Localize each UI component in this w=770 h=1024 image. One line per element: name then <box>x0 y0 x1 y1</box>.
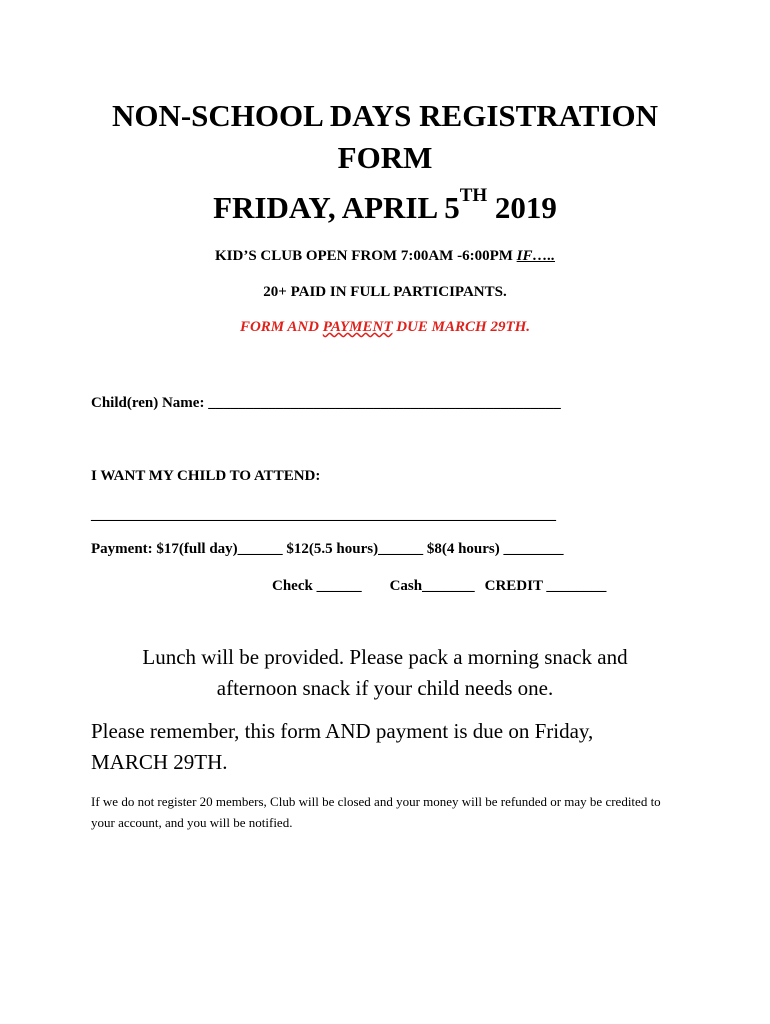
payment-reminder: Please remember, this form AND payment is due on Friday, MARCH 29TH. <box>91 719 594 774</box>
event-date-main: FRIDAY, APRIL 5 <box>213 190 460 225</box>
attend-field[interactable]: ______________________________________________________________ <box>91 507 556 523</box>
lunch-notice-line2: afternoon snack if your child needs one. <box>216 676 554 700</box>
refund-policy: If we do not register 20 members, Club will be closed and your money will be refunded or may be credited to your account, and you will be notified. <box>91 794 661 830</box>
event-date-ordinal: TH <box>459 185 488 206</box>
due-suffix: DUE MARCH 29TH. <box>392 319 531 335</box>
payment-options[interactable]: Payment: $17(full day)______ $12(5.5 hours)______ $8(4 hours) ________ <box>91 541 564 557</box>
credit-option[interactable]: CREDIT ________ <box>484 578 607 594</box>
cash-option[interactable]: Cash_______ <box>389 578 475 594</box>
club-hours-condition: IF….. <box>516 248 555 264</box>
form-title-line1: NON-SCHOOL DAYS REGISTRATION <box>111 98 659 133</box>
due-prefix: FORM AND <box>239 319 323 335</box>
participants-requirement: 20+ PAID IN FULL PARTICIPANTS. <box>263 284 507 300</box>
club-hours <box>0 246 770 266</box>
payment-methods <box>272 576 606 596</box>
form-title-line2: FORM <box>337 140 433 175</box>
lunch-notice-line1: Lunch will be provided. Please pack a morning snack and <box>142 645 628 669</box>
due-payment-word: PAYMENT <box>322 319 393 335</box>
event-date-year: 2019 <box>487 190 557 225</box>
child-name-field[interactable]: Child(ren) Name: _______________________________________________ <box>91 395 561 411</box>
check-option[interactable]: Check ______ <box>272 578 362 594</box>
club-hours-text: KID’S CLUB OPEN FROM 7:00AM -6:00PM <box>215 248 517 264</box>
lunch-notice <box>0 642 770 704</box>
event-date <box>0 185 770 228</box>
due-date-notice <box>0 317 770 337</box>
attend-label: I WANT MY CHILD TO ATTEND: <box>91 468 321 484</box>
